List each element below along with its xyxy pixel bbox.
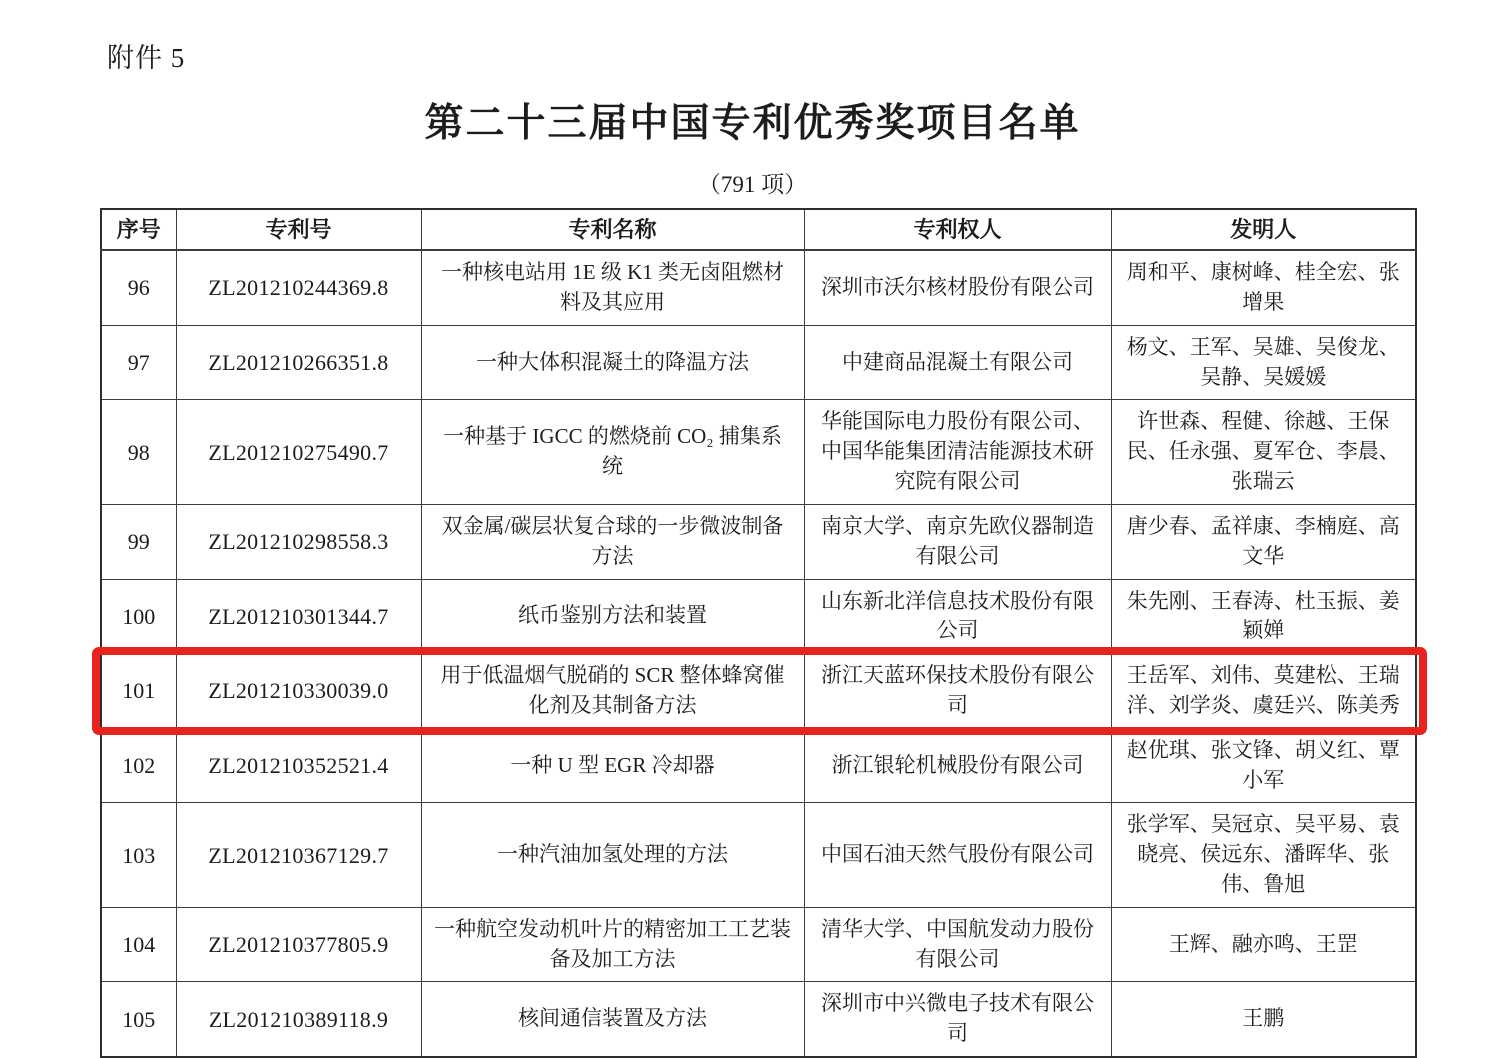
cell-serial-number: 98	[101, 400, 176, 504]
cell-serial-number: 103	[101, 803, 176, 907]
table-row	[101, 579, 1416, 654]
cell-inventors: 赵优琪、张文锋、胡义红、覃小军	[1111, 728, 1416, 803]
cell-patent-number: ZL201210266351.8	[176, 325, 421, 400]
cell-serial-number: 101	[101, 654, 176, 729]
cell-inventors: 王岳军、刘伟、莫建松、王瑞洋、刘学炎、虞廷兴、陈美秀	[1111, 654, 1416, 729]
cell-patent-name: 核间通信装置及方法	[421, 982, 804, 1057]
table-row	[101, 250, 1416, 325]
column-header: 专利权人	[804, 209, 1111, 250]
cell-patent-name: 一种核电站用 1E 级 K1 类无卤阻燃材料及其应用	[421, 250, 804, 325]
cell-patentee: 中国石油天然气股份有限公司	[804, 803, 1111, 907]
cell-patent-name: 用于低温烟气脱硝的 SCR 整体蜂窝催化剂及其制备方法	[421, 654, 804, 729]
cell-serial-number: 100	[101, 579, 176, 654]
table-row	[101, 654, 1416, 729]
cell-patent-number: ZL201210389118.9	[176, 982, 421, 1057]
cell-patent-number: ZL201210301344.7	[176, 579, 421, 654]
attachment-label: 附件 5	[107, 43, 186, 73]
page-title: 第二十三届中国专利优秀奖项目名单	[424, 102, 1081, 145]
table-row	[101, 803, 1416, 907]
cell-serial-number: 102	[101, 728, 176, 803]
table-row	[101, 982, 1416, 1057]
cell-inventors: 杨文、王军、吴雄、吴俊龙、吴静、吴媛媛	[1111, 325, 1416, 400]
cell-patentee: 山东新北洋信息技术股份有限公司	[804, 579, 1111, 654]
cell-patentee: 浙江银轮机械股份有限公司	[804, 728, 1111, 803]
cell-patent-number: ZL201210298558.3	[176, 504, 421, 579]
cell-inventors: 周和平、康树峰、桂全宏、张增果	[1111, 250, 1416, 325]
table-row	[101, 504, 1416, 579]
cell-patentee: 华能国际电力股份有限公司、中国华能集团清洁能源技术研究院有限公司	[804, 400, 1111, 504]
cell-patentee: 深圳市沃尔核材股份有限公司	[804, 250, 1111, 325]
cell-serial-number: 96	[101, 250, 176, 325]
cell-patent-number: ZL201210367129.7	[176, 803, 421, 907]
cell-serial-number: 104	[101, 907, 176, 982]
column-header: 序号	[101, 209, 176, 250]
cell-patent-number: ZL201210330039.0	[176, 654, 421, 729]
cell-patent-name: 一种大体积混凝土的降温方法	[421, 325, 804, 400]
cell-inventors: 许世森、程健、徐越、王保民、任永强、夏军仓、李晨、张瑞云	[1111, 400, 1416, 504]
cell-serial-number: 99	[101, 504, 176, 579]
cell-inventors: 唐少春、孟祥康、李楠庭、高文华	[1111, 504, 1416, 579]
cell-patent-name: 双金属/碳层状复合球的一步微波制备方法	[421, 504, 804, 579]
column-header: 专利名称	[421, 209, 804, 250]
cell-inventors: 王鹏	[1111, 982, 1416, 1057]
item-count: （791 项）	[697, 172, 808, 197]
column-header: 专利号	[176, 209, 421, 250]
cell-patent-number: ZL201210244369.8	[176, 250, 421, 325]
cell-patent-name: 一种基于 IGCC 的燃烧前 CO₂ 捕集系统	[421, 400, 804, 504]
cell-patent-name: 一种 U 型 EGR 冷却器	[421, 728, 804, 803]
table-row	[101, 728, 1416, 803]
table-row	[101, 400, 1416, 504]
cell-patentee: 中建商品混凝土有限公司	[804, 325, 1111, 400]
cell-patentee: 清华大学、中国航发动力股份有限公司	[804, 907, 1111, 982]
cell-inventors: 张学军、吴冠京、吴平易、袁晓亮、侯远东、潘晖华、张伟、鲁旭	[1111, 803, 1416, 907]
cell-patent-number: ZL201210275490.7	[176, 400, 421, 504]
cell-patentee: 浙江天蓝环保技术股份有限公司	[804, 654, 1111, 729]
cell-patent-name: 纸币鉴别方法和装置	[421, 579, 804, 654]
table-row	[101, 907, 1416, 982]
table-header-row	[101, 209, 1416, 250]
cell-patent-number: ZL201210352521.4	[176, 728, 421, 803]
cell-patent-name: 一种汽油加氢处理的方法	[421, 803, 804, 907]
cell-patent-number: ZL201210377805.9	[176, 907, 421, 982]
cell-serial-number: 105	[101, 982, 176, 1057]
cell-patentee: 南京大学、南京先欧仪器制造有限公司	[804, 504, 1111, 579]
cell-patentee: 深圳市中兴微电子技术有限公司	[804, 982, 1111, 1057]
cell-serial-number: 97	[101, 325, 176, 400]
cell-inventors: 王辉、融亦鸣、王罡	[1111, 907, 1416, 982]
cell-patent-name: 一种航空发动机叶片的精密加工工艺装备及加工方法	[421, 907, 804, 982]
patent-award-table	[100, 208, 1417, 1058]
column-header: 发明人	[1111, 209, 1416, 250]
cell-inventors: 朱先刚、王春涛、杜玉振、姜颖婵	[1111, 579, 1416, 654]
table-row	[101, 325, 1416, 400]
